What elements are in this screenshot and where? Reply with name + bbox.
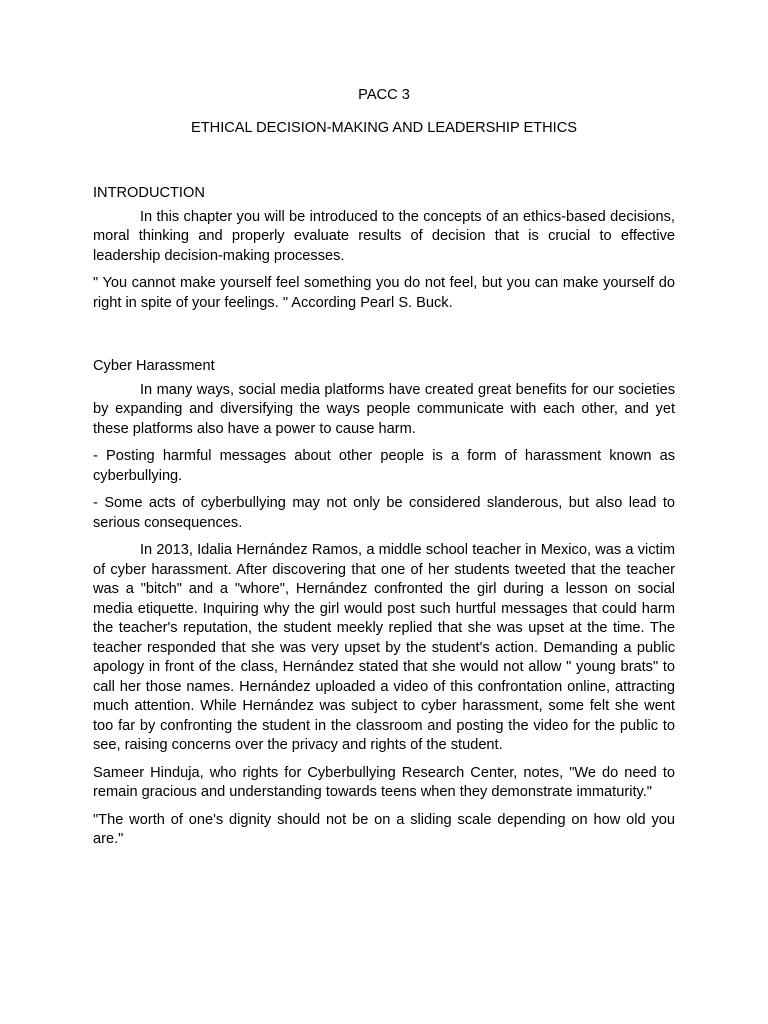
- introduction-paragraph: In this chapter you will be introduced to the concepts of an ethics-based decisions, moral thinking and properly evaluate results of decision that is crucial to effective leadership decision-making processes.: [93, 208, 675, 264]
- document-content: [93, 86, 675, 858]
- chapter-title: ETHICAL DECISION-MAKING AND LEADERSHIP ETHICS: [191, 119, 577, 136]
- dignity-quote: "The worth of one's dignity should not be on a sliding scale depending on how old you are.": [93, 811, 675, 847]
- hinduja-paragraph: Sameer Hinduja, who rights for Cyberbullying Research Center, notes, "We do need to remain gracious and understanding towards teens when they demonstrate immaturity.": [93, 764, 675, 800]
- introduction-heading: INTRODUCTION: [93, 185, 205, 201]
- case-study-paragraph: In 2013, Idalia Hernández Ramos, a middle school teacher in Mexico, was a victim of cyber harassment. After discovering that one of her students tweeted that the teacher was a "bitch" and a "whore", Hernández confronted the girl during a lesson on social media etiquette. Inquiring why the girl would post such hurtful messages that could harm the teacher's reputation, the student meekly replied that she was upset at the time. The teacher responded that she was very upset by the student's action. Demanding a public apology in front of the class, Hernández stated that she would not allow " young brats" to call her those names. Hernández uploaded a video of this confrontation online, attracting much attention. While Hernández was subject to cyber harassment, some felt she went too far by confronting the student in the classroom and posting the video for the public to see, raising concerns over the privacy and rights of the student.: [93, 542, 675, 753]
- course-code: PACC 3: [358, 87, 410, 103]
- pearl-buck-quote: " You cannot make yourself feel something you do not feel, but you can make yourself do right in spite of your feelings. " According Pearl S. Buck.: [93, 275, 675, 311]
- cyber-harassment-heading: Cyber Harassment: [93, 358, 215, 374]
- social-media-paragraph: In many ways, social media platforms have created great benefits for our societies by expanding and diversifying the ways people communicate with each other, and yet these platforms also have a power to cause harm.: [93, 381, 675, 437]
- cyberbullying-consequences-bullet: - Some acts of cyberbullying may not only be considered slanderous, but also lead to serious consequences.: [93, 495, 675, 531]
- cyberbullying-definition-bullet: - Posting harmful messages about other people is a form of harassment known as cyberbullying.: [93, 448, 675, 484]
